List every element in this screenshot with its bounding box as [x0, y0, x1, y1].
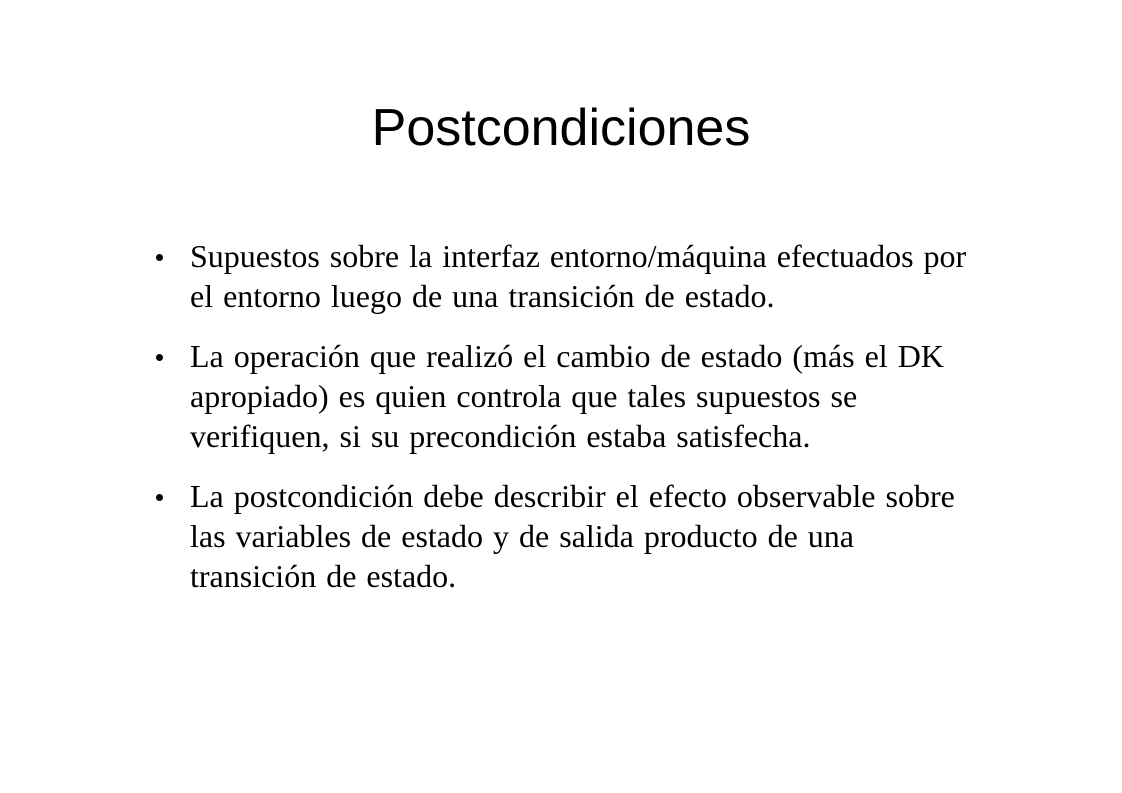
bullet-item	[146, 336, 986, 456]
bullet-item	[146, 236, 986, 316]
bullet-text: Supuestos sobre la interfaz entorno/máquina efectuados por el entorno luego de una transición de estado.	[190, 238, 967, 314]
bullet-dot-icon	[156, 254, 163, 261]
bullet-list	[146, 236, 986, 616]
bullet-dot-icon	[156, 354, 163, 361]
slide-title: Postcondiciones	[371, 99, 751, 157]
bullet-text: La postcondición debe describir el efecto observable sobre las variables de estado y de salida producto de una transición de estado.	[190, 478, 955, 594]
bullet-text: La operación que realizó el cambio de estado (más el DK apropiado) es quien controla que tales supuestos se verifiquen, si su precondición estaba satisfecha.	[190, 338, 944, 454]
bullet-item	[146, 476, 986, 596]
bullet-dot-icon	[156, 494, 163, 501]
